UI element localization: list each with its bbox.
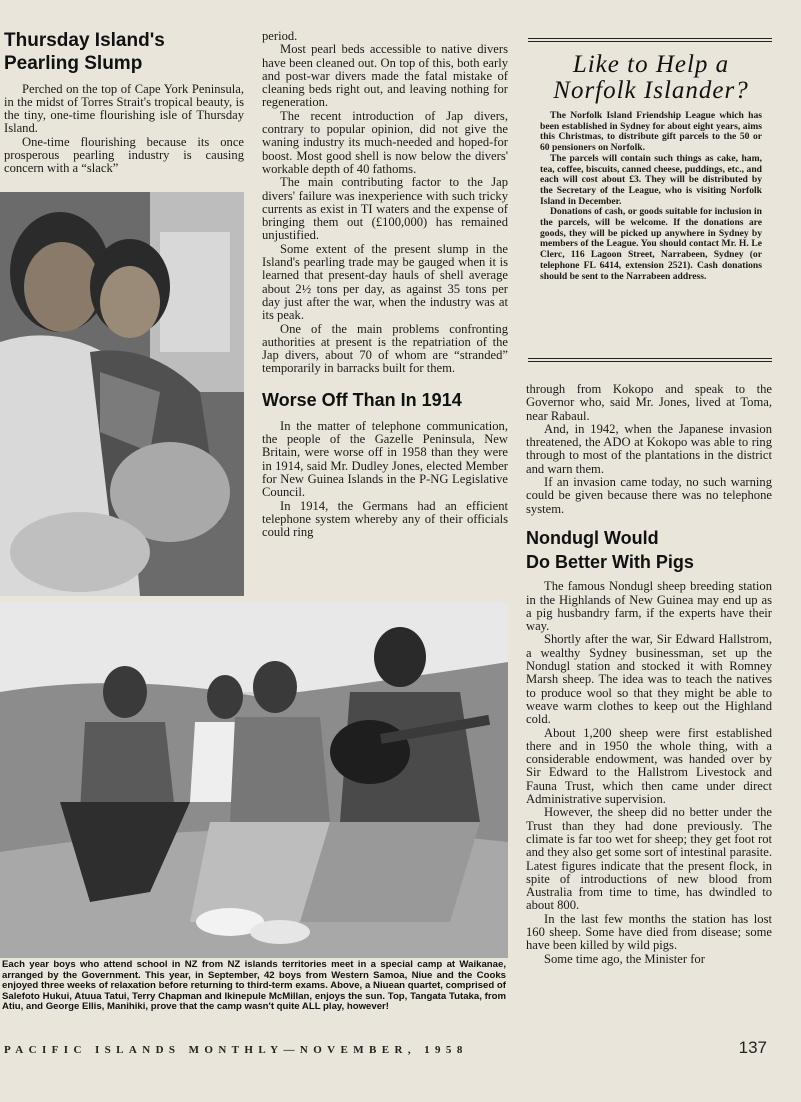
box-bottom-rule [528, 358, 772, 359]
paragraph: through from Kokopo and speak to the Governor who, said Mr. Jones, lived at Toma, near Rabaul. [526, 382, 772, 423]
paragraph: The main contributing factor to the Jap divers' failure was inexperience with such tricky currents as exist in TI waters and the expense of bringing them out (£100,000) has remained unjustified. [262, 175, 508, 243]
paragraph: Shortly after the war, Sir Edward Hallstrom, a wealthy Sydney businessman, set up the Nondugl station and stocked it with Romney Marsh sheep. The idea was to teach the natives to produce wool so that they might be able to weave warm clothes to keep out the Highland cold. [526, 632, 772, 727]
page-footer [0, 1040, 801, 1062]
headline-line: Do Better With Pigs [526, 552, 694, 573]
norfolk-island-box [540, 52, 762, 282]
box-top-rule-2 [528, 41, 772, 42]
box-bottom-rule-2 [528, 361, 772, 362]
paragraph: Most pearl beds accessible to native divers have been cleaned out. On top of this, both early and post-war divers made the fatal mistake of cleaning beds right out, and leaving nothing for regeneration. [262, 42, 508, 110]
paragraph: If an invasion came today, no such warning could be given because there was no telephone system. [526, 475, 772, 516]
paragraph: period. [262, 29, 298, 43]
headline-line: Pearling Slump [4, 53, 143, 75]
footer-page-number: 137 [738, 1038, 767, 1057]
box-top-rule [528, 38, 772, 39]
headline-line: Nondugl Would [526, 527, 659, 548]
paragraph: And, in 1942, when the Japanese invasion threatened, the ADO at Kokopo was able to ring through to most of the plantations in the district and warn them. [526, 421, 772, 476]
headline-line: Thursday Island's [4, 30, 165, 51]
article-headline-thursday-island [4, 30, 244, 75]
box-headline [540, 52, 762, 104]
footer-magazine-title: PACIFIC ISLANDS MONTHLY—NOVEMBER, 1958 [4, 1044, 468, 1056]
middle-column [262, 30, 508, 540]
photo-niuean-quartet-with-guitar [0, 602, 508, 958]
paragraph: Some time ago, the Minister for [544, 951, 705, 966]
box-headline-line: Like to Help a [572, 51, 730, 78]
paragraph: In the last few months the station has lost 160 sheep. Some have died from disease; some have been killed by wild pigs. [526, 911, 772, 953]
paragraph: One-time flourishing because its once prosperous pearling industry is causing concern with a “slack” [4, 134, 244, 176]
right-column [526, 383, 772, 966]
paragraph: About 1,200 sheep were first established there and in 1950 the whole thing, with a considerable endowment, was handed over by Sir Edward to the Hallstrom Livestock and Fauna Trust, which then came under direct Administrative supervision. [526, 725, 772, 807]
paragraph: In 1914, the Germans had an efficient telephone system whereby any of their officials could ring [262, 498, 508, 540]
paragraph: Perched on the top of Cape York Peninsula, in the midst of Torres Strait's tropical beauty, is the tiny, one-time flourishing isle of Thursday Island. [4, 81, 244, 136]
paragraph: One of the main problems confronting authorities at present is the repatriation of the Jap divers, about 70 of whom are “stranded” temporarily in barracks built for them. [262, 321, 508, 376]
article-headline-worse-off: Worse Off Than In 1914 [262, 389, 462, 410]
box-paragraph: Donations of cash, or goods suitable for inclusion in the parcels, will be welcome. If the donations are goods, they will be picked up anywhere in Sydney by members of the League. You should contact Mr. H. Le Clerc, 116 Lagoon Street, Narrabeen, Sydney (or telephone FL 6414, extension 2521). Cash donations should be sent to the Narrabeen address. [540, 206, 762, 282]
box-headline-line: Norfolk Islander? [553, 77, 749, 104]
photo-caption: Each year boys who attend school in NZ from NZ islands territories meet in a special camp at Waikanae, arranged by the Government. This year, in September, 42 boys from Western Samoa, Niue and the Cooks enjoyed three weeks of relaxation before returning to third-term exams. Above, a Niuean quartet, comprised of Salefoto Hukui, Atuua Tatui, Terry Chapman and Ikinepule McMillan, enjoys the sun. Top, Tangata Tutaka, from Atiu, and George Ellis, Manihiki, prove that the camp wasn't quite ALL play, however! [2, 959, 506, 1013]
box-paragraph: The parcels will contain such things as cake, ham, tea, coffee, biscuits, canned cheese, puddings, etc., and each will cost about £3. They will be distributed by the Secretary of the League, who is visiting Norfolk Island in December. [540, 152, 762, 207]
paragraph: Some extent of the present slump in the Island's pearling trade may be gauged when it is learned that present-day hauls of shell average about 2½ tons per day, as against 35 tons per day just after the war, when the industry was at its peak. [262, 241, 508, 323]
article-headline-nondugl [526, 528, 772, 572]
paragraph: However, the sheep did no better under the Trust than they had done previously. The climate is far too wet for sheep; they get foot rot and they also get some sort of intestinal parasite. Latest figures indicate that the present flock, in spite of introductions of new blood from Australia from time to time, has dwindled to about 800. [526, 805, 772, 913]
photo-two-people-working [0, 192, 244, 596]
left-column [4, 30, 244, 176]
paragraph: The recent introduction of Jap divers, contrary to popular opinion, did not give the waning industry its much-needed and hoped-for boost. Most good shell is now below the divers' workable depth of 40 fathoms. [262, 108, 508, 176]
paragraph: In the matter of telephone communication, the people of the Gazelle Peninsula, New Britain, were worse off in 1958 than they were in 1914, said Mr. Dudley Jones, elected Member for New Guinea Islands in the P-NG Legislative Council. [262, 418, 508, 500]
box-paragraph: The Norfolk Island Friendship League which has been established in Sydney for about eight years, aims this Christmas, to distribute gift parcels to the 50 or 60 pensioners on Norfolk. [540, 110, 762, 154]
paragraph: The famous Nondugl sheep breeding station in the Highlands of New Guinea may end up as a pig husbandry farm, if the experts have their way. [526, 579, 772, 634]
